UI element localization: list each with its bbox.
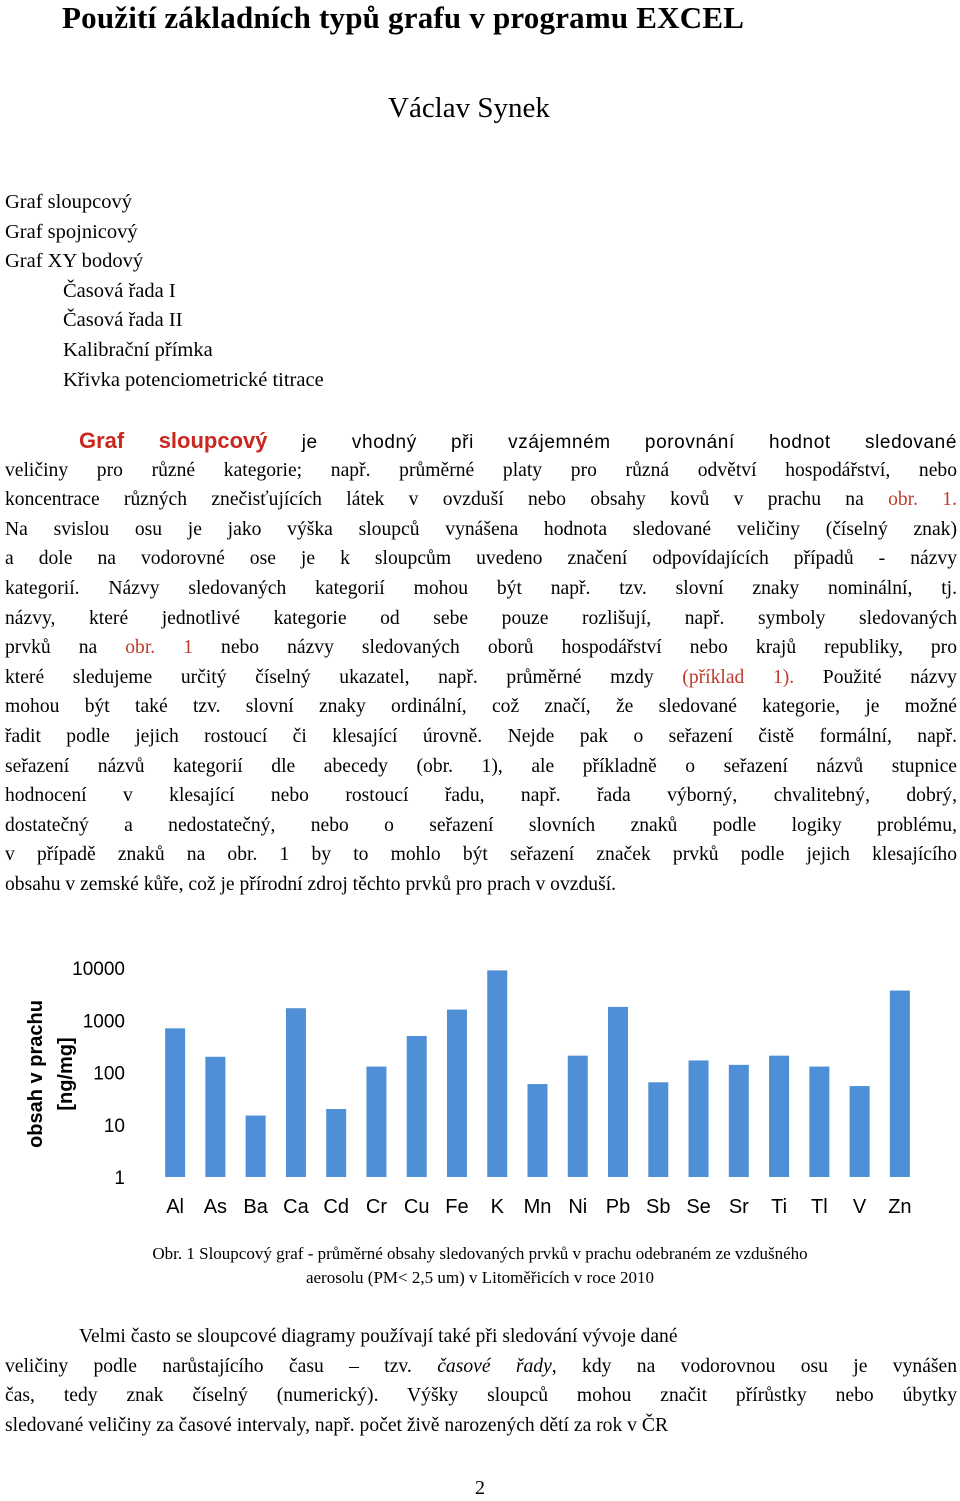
x-tick-label: Ti (771, 1196, 788, 1218)
bar-sr (729, 1065, 749, 1177)
bar-cr (366, 1067, 386, 1177)
x-tick-label: Zn (888, 1196, 912, 1218)
bar-al (165, 1028, 185, 1177)
text-line: v případě znaků na obr. 1 by to mohlo být seřazení značek prvků podle jejich klesajícího (5, 844, 957, 866)
x-tick-label: Cu (403, 1196, 430, 1218)
section-heading: Graf sloupcový (79, 428, 268, 453)
text-line: Na svislou osu je jako výška sloupců vynášena hodnota sledované veličiny (číselný znak) (5, 518, 957, 540)
bar-pb (608, 1007, 628, 1177)
figure-link[interactable]: obr. 1. (888, 489, 957, 511)
paragraph-bar-chart (5, 426, 957, 900)
toc-item[interactable]: Křivka potenciometrické titrace (63, 368, 324, 391)
text-line (5, 426, 957, 456)
toc-item[interactable]: Graf sloupcový (5, 191, 132, 213)
text-line: Velmi často se sloupcové diagramy používají také při sledování vývoje dané (79, 1326, 678, 1347)
text-line: veličiny pro různé kategorie; např. průměrné platy pro různá odvětví hospodářství, nebo (5, 459, 957, 481)
y-tick-label: 1000 (82, 1011, 125, 1033)
text-line: dostatečný a nedostatečný, nebo o seřazení slovních znaků podle logiky problému, (5, 814, 957, 836)
text-line (5, 1352, 957, 1382)
x-tick-label: Mn (523, 1196, 552, 1218)
bar-as (205, 1057, 225, 1177)
bar-ca (286, 1008, 306, 1177)
text-span: které sledujeme určitý číselný ukazatel, např. průměrné mzdy (5, 666, 683, 688)
x-tick-label: Ca (283, 1196, 309, 1218)
y-tick-label: 1 (114, 1168, 125, 1189)
page-title: Použití základních typů grafu v programu EXCEL (62, 0, 745, 35)
toc-item[interactable]: Graf XY bodový (5, 250, 144, 273)
x-tick-label: Ni (568, 1196, 588, 1218)
bar-v (850, 1086, 870, 1177)
figure-link[interactable]: obr. 1 (125, 637, 193, 659)
toc-item[interactable]: Časová řada II (63, 309, 183, 332)
italic-term: časové řady (437, 1355, 552, 1377)
text-span: nebo názvy sledovaných oborů hospodářství nebo krajů republiky, pro (193, 637, 957, 659)
text-line (5, 663, 957, 693)
y-axis-label: obsah v prachu (25, 1000, 47, 1148)
bar-sb (648, 1082, 668, 1177)
y-tick-label: 100 (93, 1063, 125, 1085)
x-tick-label: Sr (728, 1196, 749, 1218)
text-line: čas, tedy znak číselný (numerický). Výšky sloupců mohou značit přírůstky nebo úbytky (5, 1385, 957, 1407)
bar-ni (568, 1056, 588, 1177)
x-tick-label: Sb (646, 1196, 671, 1218)
text-line: a dole na vodorovné ose je k sloupcům uvedeno značení odpovídajících případů - názvy (5, 548, 957, 570)
paragraph-time-series (5, 1322, 957, 1440)
bar-se (689, 1060, 709, 1177)
caption-line: aerosolu (PM< 2,5 um) v Litoměřicích v roce 2010 (305, 1268, 655, 1287)
x-tick-label: Al (166, 1196, 185, 1218)
x-tick-label: Pb (605, 1196, 631, 1218)
text-line (5, 485, 957, 515)
page-number: 2 (475, 1477, 485, 1499)
text-line (5, 633, 957, 663)
bar-cu (407, 1036, 427, 1177)
table-of-contents (5, 188, 324, 395)
text-line: obsahu v zemské kůře, což je přírodní zdroj těchto prvků pro prach v ovzduší. (5, 873, 617, 895)
figure-caption (0, 1242, 960, 1290)
bar-mn (528, 1084, 548, 1177)
text-line: sledované veličiny za časové intervaly, např. počet živě narozených dětí za rok v ČR (5, 1414, 669, 1436)
text-line: kategorií. Názvy sledovaných kategorií mohou být např. tzv. slovní znaky nominální, tj. (5, 577, 957, 599)
bar-k (487, 970, 507, 1177)
x-tick-label: K (490, 1196, 504, 1218)
y-tick-label: 10 (103, 1115, 125, 1137)
bar-zn (890, 991, 910, 1177)
toc-item[interactable]: Časová řada I (63, 279, 176, 302)
text-span: prvků na (5, 637, 126, 659)
bar-fe (447, 1010, 467, 1177)
text-line: názvy, které jednotlivé kategorie od sebe pouze rozlišují, např. symboly sledovaných (5, 607, 957, 629)
x-tick-label: Cd (323, 1196, 349, 1218)
bar-ti (769, 1056, 789, 1177)
text-line: hodnocení v klesající nebo rostoucí řadu, např. řada výborný, chvalitebný, dobrý, (5, 785, 957, 807)
y-tick-label: 10000 (72, 959, 125, 980)
text-span: je vhodný při vzájemném porovnání hodnot sledované (267, 432, 958, 453)
toc-item[interactable]: Kalibrační přímka (63, 338, 213, 361)
caption-line: Obr. 1 Sloupcový graf - průměrné obsahy sledovaných prvků v prachu odebraném ze vzdušného (152, 1244, 808, 1263)
x-tick-label: Fe (445, 1196, 469, 1218)
text-line: řadit podle jejich rostoucí či klesající úrovně. Nejde pak o seřazení čistě formální, např. (5, 725, 957, 747)
x-tick-label: Tl (811, 1196, 828, 1218)
text-span: koncentrace různých znečisťujících látek v ovzduší nebo obsahy kovů v prachu na (5, 489, 889, 511)
x-tick-label: Cr (365, 1196, 388, 1218)
bar-ba (246, 1116, 266, 1177)
x-tick-label: Se (686, 1196, 711, 1218)
x-tick-label: Ba (243, 1196, 268, 1218)
author: Václav Synek (388, 92, 550, 124)
toc-item[interactable]: Graf spojnicový (5, 220, 138, 243)
bar-tl (809, 1067, 829, 1177)
text-span: , kdy na vodorovnou osu je vynášen (551, 1355, 958, 1377)
text-span: veličiny podle narůstajícího času – tzv. (5, 1355, 438, 1377)
bar-cd (326, 1109, 346, 1177)
text-line: seřazení názvů kategorií dle abecedy (obr. 1), ale příkladně o seřazení názvů stupnice (5, 755, 957, 777)
bar-chart (20, 950, 940, 1230)
text-span: Použité názvy (794, 666, 957, 688)
y-axis-unit-label: [ng/mg] (55, 1037, 77, 1111)
text-line: mohou být také tzv. slovní znaky ordinální, což značí, že sledované kategorie, je možné (5, 696, 957, 718)
x-tick-label: V (852, 1196, 867, 1218)
example-link[interactable]: (příklad 1). (682, 666, 795, 688)
x-tick-label: As (203, 1196, 228, 1218)
